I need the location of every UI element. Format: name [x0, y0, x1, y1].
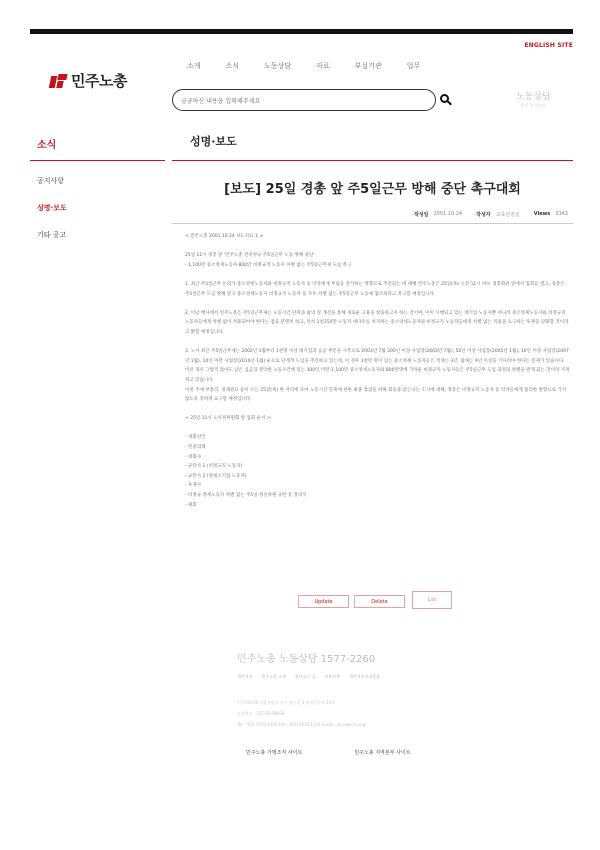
- nav-item-news[interactable]: 소식: [225, 62, 240, 70]
- search-placeholder: 궁금하신 내용을 입력해주세요: [181, 97, 261, 105]
- logo-mark-icon: [50, 74, 68, 88]
- address-line: (우) 04518 서울특별시 중구 정동길 3 경향신문사 14층: [237, 700, 336, 705]
- footer-sites: [246, 749, 411, 756]
- logo[interactable]: [50, 70, 127, 91]
- sidebar-item-notices[interactable]: 공지사항: [37, 177, 65, 185]
- english-site-link[interactable]: ENGLISH SITE: [524, 42, 573, 49]
- footer-links: [237, 674, 389, 680]
- date-label: 작성일: [413, 212, 429, 218]
- meta-divider: [172, 223, 573, 224]
- sidebar-item-other-notices[interactable]: 기타 공고: [37, 231, 67, 239]
- footer-title: 민주노총 노동상담 1577-2260: [237, 654, 376, 665]
- affiliate-sites-link[interactable]: 민주노총 가맹조직 사이트: [246, 750, 303, 756]
- post-meta: [414, 211, 568, 218]
- main-nav: [187, 61, 445, 71]
- nav-item-resources[interactable]: 자료: [316, 62, 330, 70]
- counsel-link[interactable]: [516, 89, 551, 109]
- sidebar-divider: [30, 160, 165, 161]
- post-title: [보도] 25일 경총 앞 주5일근무 방해 중단 촉구대회: [224, 182, 521, 197]
- footer-address: [237, 697, 365, 730]
- list-button[interactable]: List: [412, 591, 452, 609]
- content-paragraph: 2. 이날 행사에서 민주노총은 주5일근무제는 노동시간 단축과 삶의 질 개선을 통해 새로운 고용을 창출하고자 하는 것이며, 이미 시행되고 있는 대기업 노동자뿐 아니라 중소영세노동자와 비정규직 노동자들에게 차별 없이 적용되어야 한다는 점을 분명히 하고, 특히 1천250만 노동자 대다수를 차지하는 중소영세노동자와 비정규직 노동자들에게 차별 없는 적용을 요구하는 투쟁을 강화할 것이라고 밝힐 예정입니다.: [185, 310, 569, 335]
- content-paragraph: 3. 노사 최근 주5일근무제는 2002년 1월부터 1천명 이상 대기업과 공공 부문을 시작으로 2003년 7월 300인 이상 사업장(2003년 7월), 50인 이상 사업장(2005년 1월), 10인 이상 사업장(2007년 1월), 10인 미만 사업장(2010년 1월) 순으로 단계적 도입을 추진하고 있는데, 이 경우 1천만 명이 넘는 중소영세 노동자들은 적게는 3년, 많게는 9년 이상을 기다려야 한다는 문제가 있습니다. 이런 경우 그렇지 않아도 낮은 임금과 열악한 노동조건에 있는 300인 미만 1,100만 중소영세노동자와 800만명에 가까운 비정규직 노동자들은 주5일근무 도입 과정의 차별을 받게 되는 것이라 지적하고 있습니다. 이번 주에 부총리, 경제관료 등이 오는 25일(목) 한 자리에 모여 노동시간 단축에 관한 최종 점검을 위해 회동을 갖는다는 소식에 대해, 경총은 비정규직 노동자 등 약자들에게 불리한 방향으로 가지 않도록 강하게 요구할 예정입니다.: [185, 349, 570, 403]
- content-paragraph: < 민주노총 2001.10.24 보도자료 1 >: [185, 234, 264, 239]
- top-bar: [30, 29, 573, 34]
- regional-sites-link[interactable]: 민주노총 지역본부 사이트: [354, 750, 411, 756]
- post-author: 교육선전실: [495, 212, 520, 218]
- views-label: Views: [533, 211, 551, 217]
- author-label: 작성자: [476, 212, 491, 218]
- post-content: [185, 232, 570, 520]
- nav-item-counsel[interactable]: 노동상담: [264, 62, 292, 70]
- sidebar-item-statements[interactable]: 성명·보도: [37, 204, 67, 212]
- footer-link[interactable]: 개인정보처리방침: [349, 674, 380, 679]
- footer-link[interactable]: 개인정보: [237, 674, 253, 679]
- search-input[interactable]: [172, 89, 436, 111]
- content-paragraph: 1. 최근 주5일근무 논의가 중소영세노동자와 비정규직 노동자 등 약자에게 부담을 전가하는 방향으로 추진되는 데 대해 민주노총은 25일(목) 오전 11시 마포 경총회관 앞에서 집회를 열고, 경총은 주5일근무 도입 방해 말고 중소영세노동자 비정규직 노동자 등 모두 차별 없는 주5일근무 노동에 협조하라고 촉구할 예정입니다.: [185, 281, 565, 297]
- nav-item-work[interactable]: 업무: [406, 62, 421, 70]
- logo-text: 민주노총: [71, 72, 127, 90]
- footer-link[interactable]: 이용약관: [324, 674, 340, 679]
- content-paragraph: 25일 11시 경총 앞 '민주노총 전비정규 주5일근무 노동 방해 중단' - 1,100만 중소영세노동자·800만 비정규직 노동자 차별 없는 주5일근무제 도입 촉구: [185, 253, 352, 268]
- post-date: 2001.10.24: [433, 211, 463, 217]
- title-divider: [172, 160, 573, 161]
- post-actions: [298, 595, 452, 609]
- post-views: 3343: [555, 211, 568, 217]
- footer-link[interactable]: 민주노총 소개: [261, 674, 286, 679]
- update-button[interactable]: Update: [298, 595, 349, 608]
- page-title: 성명·보도: [190, 135, 237, 148]
- registration-number: 고유번호 : 107-82-08838: [237, 711, 285, 716]
- counsel-title: 노동상담: [516, 92, 551, 102]
- contact-line: Tel : (02) 2670-9100 Fax : (02) 2635-1134 Email : cjcu@kctu.org: [237, 722, 366, 727]
- counsel-subtitle: 민원 접수/상담: [520, 103, 547, 108]
- nav-item-about[interactable]: 소개: [187, 62, 201, 70]
- search-icon[interactable]: [440, 94, 452, 106]
- delete-button[interactable]: Delete: [354, 595, 405, 608]
- content-list: - 개회선언 - 민중의례 - 대회사 - 규탄사 1 (비정규직 노동자) - 규탄사 2 (영세소기업 노동자) - 투쟁사 - 비정규·영세노동자 차별 없는 주5일 정신차원 규탄 등 장의석 - 폐회: [185, 435, 307, 508]
- nav-item-affiliates[interactable]: 부설기관: [354, 62, 382, 70]
- content-paragraph: < 25일 11시 노사정위원회 앞 집회 순서 >: [185, 416, 271, 422]
- sidebar-title: 소식: [37, 140, 57, 151]
- footer-link[interactable]: 찾아오는 길: [294, 674, 316, 679]
